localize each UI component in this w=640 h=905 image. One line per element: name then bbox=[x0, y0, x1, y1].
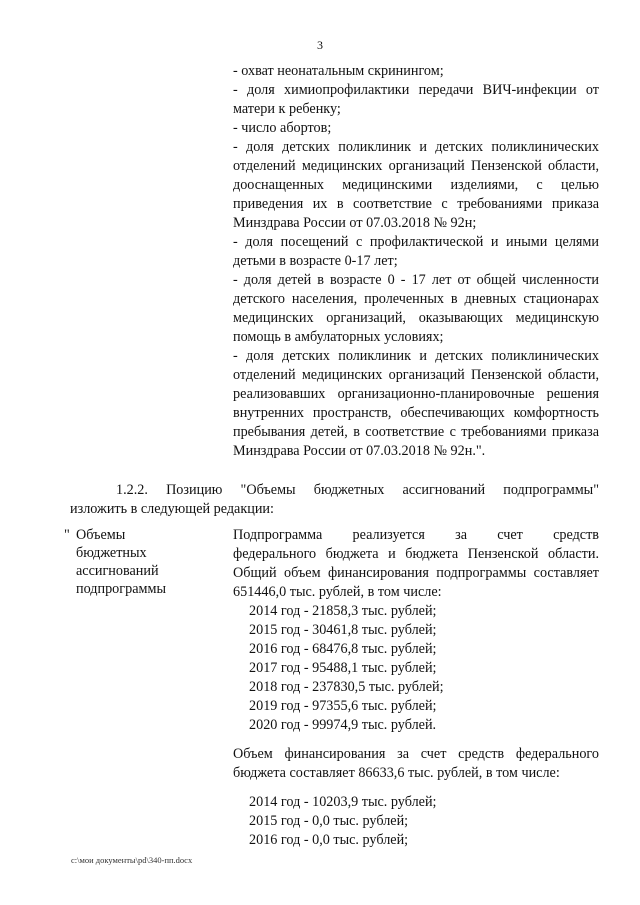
table-label-line: подпрограммы bbox=[76, 581, 166, 597]
table-label bbox=[76, 526, 216, 598]
federal-years-list bbox=[233, 793, 599, 850]
indicator-item: - доля посещений с профилактической и иными целями детьми в возрасте 0-17 лет; bbox=[233, 234, 599, 269]
spacer bbox=[233, 783, 599, 793]
open-quote: " bbox=[64, 527, 70, 543]
indicator-list bbox=[233, 62, 599, 461]
list-item: 2014 год - 21858,3 тыс. рублей; bbox=[249, 603, 437, 619]
table-label-line: Объемы bbox=[76, 527, 126, 543]
amendment-paragraph bbox=[70, 481, 599, 519]
funding-intro-line1: Подпрограмма реализуется за счет средств bbox=[233, 527, 599, 543]
page-number: 3 bbox=[317, 38, 323, 52]
indicator-item: - доля детских поликлиник и детских поликлинических отделений медицинских организаций Пензенской области, реализовавших организационно-планировочные решения внутренних пространств, обеспечивающих комфортность пребывания детей, в соответствие с требованиями приказа Минздрава России от 07.03.2018 № 92н.". bbox=[233, 348, 599, 459]
indicator-item: - доля детских поликлиник и детских поликлинических отделений медицинских организаций Пензенской области, дооснащенных медицинскими изделиями, с целью приведения их в соответствие с требованиями приказа Минздрава России от 07.03.2018 № 92н; bbox=[233, 139, 599, 231]
list-item: 2015 год - 30461,8 тыс. рублей; bbox=[249, 622, 437, 638]
indicator-item: - доля детей в возрасте 0 - 17 лет от общей численности детского населения, пролеченных в дневных стационарах медицинских организаций, оказывающих медицинскую помощь в амбулаторных условиях; bbox=[233, 272, 599, 345]
indicator-item: - число абортов; bbox=[233, 120, 332, 136]
funding-intro-rest: федерального бюджета и бюджета Пензенской области. Общий объем финансирования подпрограммы составляет 651446,0 тыс. рублей, в том числе: bbox=[233, 546, 599, 600]
table-value-cell bbox=[233, 526, 599, 850]
list-item: 2016 год - 68476,8 тыс. рублей; bbox=[249, 641, 437, 657]
list-item: 2019 год - 97355,6 тыс. рублей; bbox=[249, 698, 437, 714]
indicator-item: - охват неонатальным скринингом; bbox=[233, 63, 444, 79]
spacer bbox=[233, 735, 599, 745]
total-years-list bbox=[233, 602, 599, 735]
table-label-line: ассигнований bbox=[76, 563, 159, 579]
list-item: 2018 год - 237830,5 тыс. рублей; bbox=[249, 679, 444, 695]
list-item: 2017 год - 95488,1 тыс. рублей; bbox=[249, 660, 437, 676]
list-item: 2015 год - 0,0 тыс. рублей; bbox=[249, 813, 409, 829]
amendment-paragraph-line1: 1.2.2. Позицию "Объемы бюджетных ассигнований подпрограммы" bbox=[116, 482, 599, 498]
footer-file-path: c:\мои документы\pd\340-пп.docx bbox=[71, 855, 193, 865]
federal-intro: Объем финансирования за счет средств федерального бюджета составляет 86633,6 тыс. рублей, в том числе: bbox=[233, 746, 599, 781]
indicator-item: - доля химиопрофилактики передачи ВИЧ-инфекции от матери к ребенку; bbox=[233, 82, 599, 117]
table-label-line: бюджетных bbox=[76, 545, 147, 561]
list-item: 2020 год - 99974,9 тыс. рублей. bbox=[249, 717, 437, 733]
list-item: 2014 год - 10203,9 тыс. рублей; bbox=[249, 794, 437, 810]
amendment-paragraph-line2: изложить в следующей редакции: bbox=[70, 501, 274, 517]
list-item: 2016 год - 0,0 тыс. рублей; bbox=[249, 832, 409, 848]
